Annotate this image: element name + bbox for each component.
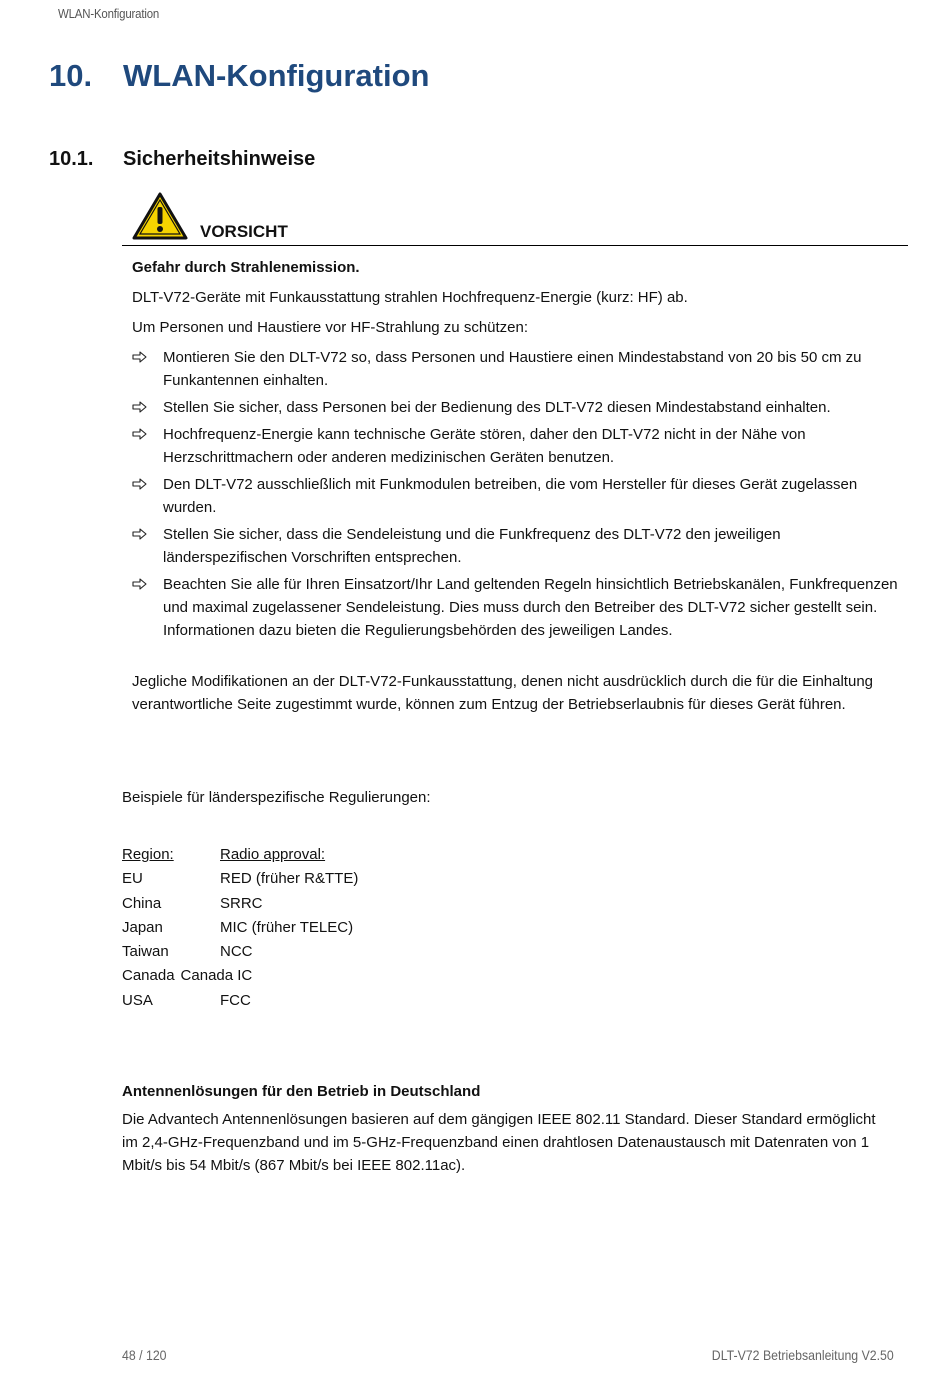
list-item bbox=[132, 423, 902, 469]
list-item-text: Stellen Sie sicher, dass die Sendeleistung und die Funkfrequenz des DLT-V72 den jeweiligen länderspezifischen Vorschriften entsprechen. bbox=[163, 526, 781, 566]
list-item bbox=[132, 573, 902, 642]
approval-cell: FCC bbox=[220, 991, 251, 1009]
chapter-number: 10. bbox=[49, 58, 93, 93]
table-row bbox=[122, 967, 252, 991]
modification-note: Jegliche Modifikationen an der DLT-V72-Funkausstattung, denen nicht ausdrücklich durch die für die Einhaltung verantwortliche Seite zugestimmt wurde, können zum Entzug der Betriebserlaubnis für dieses Gerät führen. bbox=[132, 673, 873, 713]
section-number: 10.1. bbox=[49, 148, 94, 170]
outline-arrow-right-icon bbox=[132, 351, 147, 363]
outline-arrow-right-icon bbox=[132, 401, 147, 413]
list-item bbox=[132, 396, 902, 419]
antenna-heading: Antennenlösungen für den Betrieb in Deutschland bbox=[122, 1083, 481, 1100]
table-row bbox=[122, 894, 263, 919]
approval-cell: NCC bbox=[220, 943, 253, 961]
running-header: WLAN-Konfiguration bbox=[58, 6, 160, 21]
warning-paragraph: DLT-V72-Geräte mit Funkausstattung strahlen Hochfrequenz-Energie (kurz: HF) ab. bbox=[132, 289, 688, 306]
region-cell: USA bbox=[122, 991, 153, 1009]
warning-paragraph: Um Personen und Haustiere vor HF-Strahlung zu schützen: bbox=[132, 319, 529, 336]
table-row bbox=[122, 943, 252, 967]
approval-cell: Canada IC bbox=[180, 967, 253, 985]
warning-header bbox=[122, 192, 908, 246]
outline-arrow-right-icon bbox=[132, 578, 147, 590]
list-item-text: Stellen Sie sicher, dass Personen bei der Bedienung des DLT-V72 diesen Mindestabstand einhalten. bbox=[163, 399, 831, 416]
warning-body bbox=[132, 256, 902, 646]
table-row bbox=[122, 918, 354, 943]
region-cell: Taiwan bbox=[122, 943, 169, 961]
document-title: DLT-V72 Betriebsanleitung V2.50 bbox=[712, 1347, 894, 1363]
column-header-approval: Radio approval: bbox=[220, 846, 326, 863]
region-cell: EU bbox=[122, 870, 143, 888]
antenna-paragraph: Die Advantech Antennenlösungen basieren auf dem gängigen IEEE 802.11 Standard. Dieser Standard ermöglicht im 2,4-GHz-Frequenzband und im 5-GHz-Frequenzband einen drahtlosen Datenaustausch mit Datenraten von 1 Mbit/s bis 54 Mbit/s (867 Mbit/s bei IEEE 802.11ac). bbox=[122, 1111, 876, 1174]
warning-label: VORSICHT bbox=[200, 222, 288, 241]
list-item-text: Beachten Sie alle für Ihren Einsatzort/Ihr Land geltenden Regeln hinsichtlich Betriebskanälen, Funkfrequenzen und maximal zugelassener Sendeleistung. Dies muss durch den Betreiber des DLT-V72 sicher gestellt sein. Informationen dazu bieten die Regulierungsbehörden des jeweiligen Landes. bbox=[163, 576, 898, 639]
safety-measures-list bbox=[132, 346, 902, 642]
table-header-row bbox=[122, 846, 326, 870]
list-item bbox=[132, 346, 902, 392]
column-header-region: Region: bbox=[122, 846, 174, 863]
table-row bbox=[122, 992, 252, 1016]
chapter-title-text: WLAN-Konfiguration bbox=[123, 58, 430, 93]
danger-statement: Gefahr durch Strahlenemission. bbox=[132, 259, 360, 276]
section-title bbox=[49, 148, 315, 171]
chapter-title bbox=[49, 58, 429, 94]
list-item-text: Montieren Sie den DLT-V72 so, dass Personen und Haustiere einen Mindestabstand von 20 bis 50 cm zu Funkantennen einhalten. bbox=[163, 349, 862, 389]
approval-cell: RED (früher R&TTE) bbox=[220, 870, 359, 888]
examples-intro: Beispiele für länderspezifische Regulierungen: bbox=[122, 789, 431, 806]
approval-cell: SRRC bbox=[220, 894, 263, 912]
outline-arrow-right-icon bbox=[132, 478, 147, 490]
list-item-text: Den DLT-V72 ausschließlich mit Funkmodulen betreiben, die vom Hersteller für dieses Gerät zugelassen wurden. bbox=[163, 476, 858, 516]
outline-arrow-right-icon bbox=[132, 528, 147, 540]
list-item-text: Hochfrequenz-Energie kann technische Geräte stören, daher den DLT-V72 nicht in der Nähe von Herzschrittmachern oder anderen medizinischen Geräten benutzen. bbox=[163, 426, 806, 466]
region-cell: Canada bbox=[122, 967, 175, 985]
page-number: 48 / 120 bbox=[122, 1347, 167, 1363]
table-row bbox=[122, 870, 359, 894]
list-item bbox=[132, 523, 902, 569]
outline-arrow-right-icon bbox=[132, 428, 147, 440]
region-cell: Japan bbox=[122, 918, 163, 936]
approval-cell: MIC (früher TELEC) bbox=[220, 918, 354, 936]
regulations-table bbox=[122, 846, 359, 1016]
region-cell: China bbox=[122, 894, 162, 912]
warning-triangle-icon bbox=[132, 192, 188, 240]
section-title-text: Sicherheitshinweise bbox=[123, 148, 316, 170]
list-item bbox=[132, 473, 902, 519]
